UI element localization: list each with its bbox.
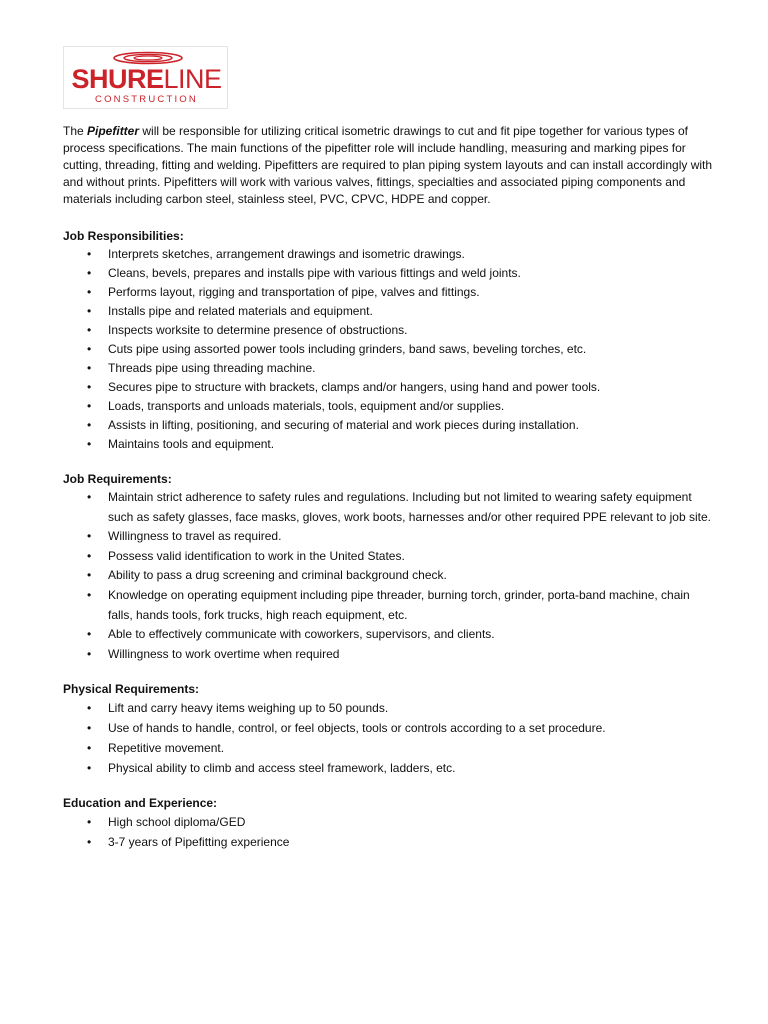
intro-prefix: The <box>63 124 88 138</box>
list-item: • Assists in lifting, positioning, and securing of material and work pieces during installation. <box>63 416 713 435</box>
logo-name-bold: SHURE <box>71 64 164 94</box>
logo-name-light: LINE <box>163 64 222 94</box>
list-item: • Use of hands to handle, control, or feel objects, tools or controls according to a set procedure. <box>63 718 713 738</box>
list-item: • Willingness to travel as required. <box>63 527 713 547</box>
responsibilities-list <box>63 245 713 454</box>
list-item: • Secures pipe to structure with brackets, clamps and/or hangers, using hand and power tools. <box>63 378 713 397</box>
intro-text: will be responsible for utilizing critical isometric drawings to cut and fit pipe together for various types of process specifications. The main functions of the pipefitter role will include handling, measuring and marking pipes for cutting, threading, fitting and welding. Pipefitters are required to plan piping system layouts and can install accordingly with and without prints. Pipefitters will work with various valves, fittings, specialties and associated piping components and materials including carbon steel, stainless steel, PVC, CPVC, HDPE and copper. <box>63 124 713 206</box>
list-item: • 3-7 years of Pipefitting experience <box>63 832 713 852</box>
intro-paragraph <box>63 123 713 208</box>
list-item: • Maintain strict adherence to safety rules and regulations. Including but not limited to wearing safety equipment such as safety glasses, face masks, gloves, work boots, harnesses and/or other required PPE relevant to job site. <box>63 488 713 527</box>
physical-requirements-list <box>63 698 713 778</box>
list-item: • Cleans, bevels, prepares and installs pipe with various fittings and weld joints. <box>63 264 713 283</box>
list-item: • Willingness to work overtime when required <box>63 645 713 665</box>
education-list <box>63 812 713 852</box>
list-item: • Loads, transports and unloads materials, tools, equipment and/or supplies. <box>63 397 713 416</box>
list-item: • Knowledge on operating equipment including pipe threader, burning torch, grinder, porta-band machine, chain falls, hands tools, fork trucks, high reach equipment, etc. <box>63 586 713 625</box>
list-item: • Interprets sketches, arrangement drawings and isometric drawings. <box>63 245 713 264</box>
section-title: Job Responsibilities: <box>63 229 184 243</box>
requirements-section <box>63 471 713 664</box>
logo-subtitle: CONSTRUCTION <box>95 94 198 105</box>
role-title: Pipefitter <box>87 124 140 138</box>
list-item: • Lift and carry heavy items weighing up to 50 pounds. <box>63 698 713 718</box>
company-logo <box>63 46 228 109</box>
section-title: Job Requirements: <box>63 472 172 486</box>
list-item: • Possess valid identification to work in the United States. <box>63 547 713 567</box>
list-item: • Performs layout, rigging and transportation of pipe, valves and fittings. <box>63 283 713 302</box>
list-item: • High school diploma/GED <box>63 812 713 832</box>
section-title: Education and Experience: <box>63 796 218 811</box>
logo-wordmark <box>64 64 229 94</box>
list-item: • Installs pipe and related materials and equipment. <box>63 302 713 321</box>
list-item: • Inspects worksite to determine presence of obstructions. <box>63 321 713 340</box>
list-item: • Ability to pass a drug screening and criminal background check. <box>63 566 713 586</box>
responsibilities-section <box>63 228 713 454</box>
requirements-list <box>63 488 713 664</box>
section-title: Physical Requirements: <box>63 682 200 697</box>
list-item: • Maintains tools and equipment. <box>63 435 713 454</box>
education-section <box>63 795 713 852</box>
job-description <box>63 123 713 869</box>
list-item: • Threads pipe using threading machine. <box>63 359 713 378</box>
physical-requirements-section <box>63 681 713 778</box>
list-item: • Able to effectively communicate with coworkers, supervisors, and clients. <box>63 625 713 645</box>
list-item: • Physical ability to climb and access steel framework, ladders, etc. <box>63 758 713 778</box>
list-item: • Cuts pipe using assorted power tools including grinders, band saws, beveling torches, etc. <box>63 340 713 359</box>
list-item: • Repetitive movement. <box>63 738 713 758</box>
